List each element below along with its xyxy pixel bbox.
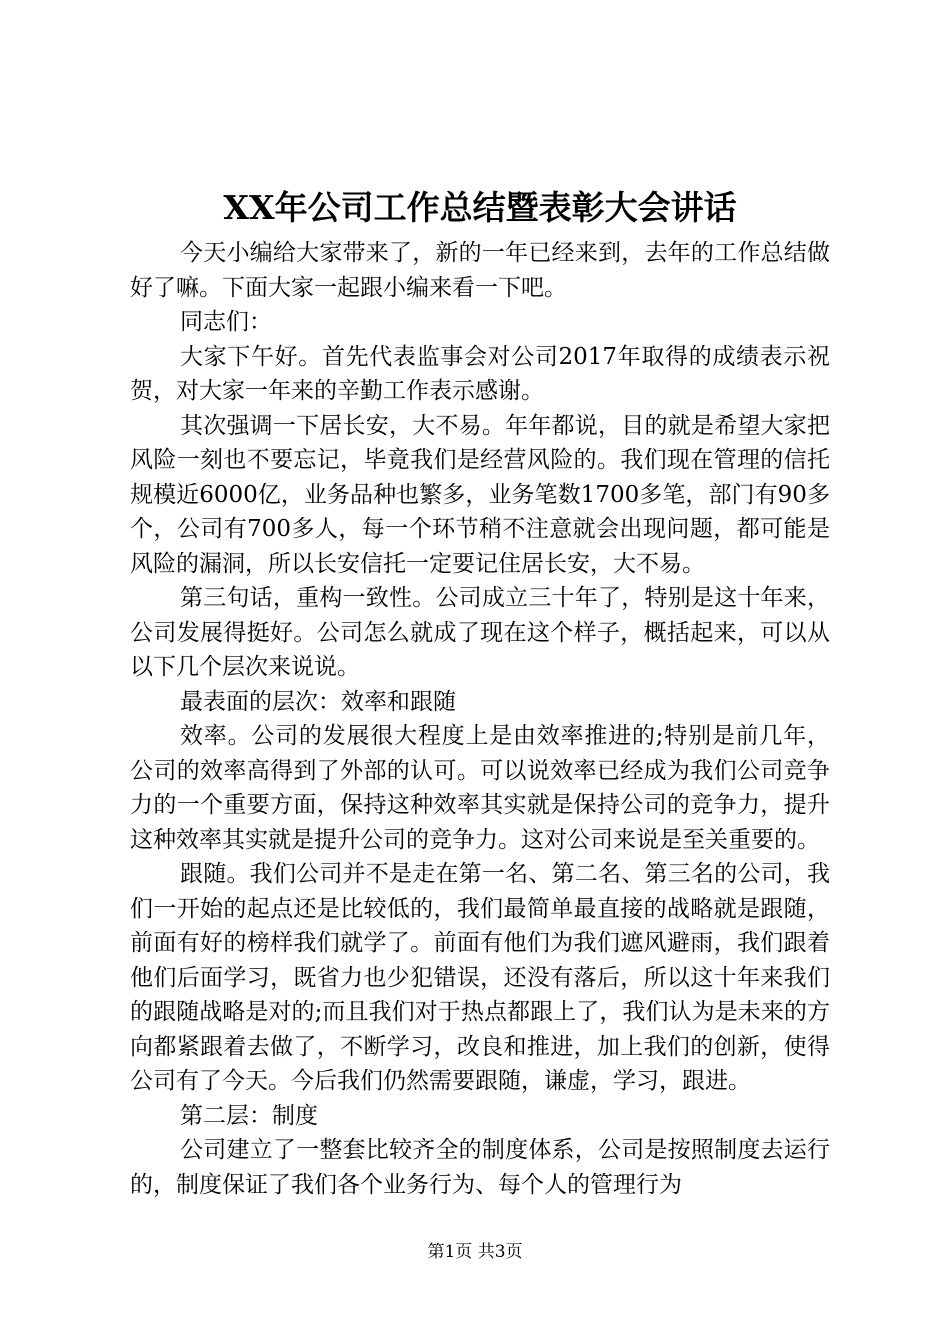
paragraph-efficiency: 效率。公司的发展很大程度上是由效率推进的;特别是前几年，公司的效率高得到了外部的认可。可以说效率已经成为我们公司竞争力的一个重要方面，保持这种效率其实就是保持公司的竞争力，提升这种效率其实就是提升公司的竞争力。这对公司来说是至关重要的。 [130, 723, 830, 853]
document-body [130, 236, 830, 1202]
paragraph-following: 跟随。我们公司并不是走在第一名、第二名、第三名的公司，我们一开始的起点还是比较低的，我们最简单最直接的战略就是跟随，前面有好的榜样我们就学了。前面有他们为我们遮风避雨，我们跟着他们后面学习，既省力也少犯错误，还没有落后，所以这十年来我们的跟随战略是对的;而且我们对于热点都跟上了，我们认为是未来的方向都紧跟着去做了，不断学习，改良和推进，加上我们的创新，使得公司有了今天。今后我们仍然需要跟随，谦虚，学习，跟进。 [130, 861, 830, 1094]
paragraph-intro: 今天小编给大家带来了，新的一年已经来到，去年的工作总结做好了嘛。下面大家一起跟小编来看一下吧。 [130, 240, 830, 301]
paragraph-risk: 其次强调一下居长安，大不易。年年都说，目的就是希望大家把风险一刻也不要忘记，毕竟我们是经营风险的。我们现在管理的信托规模近6000亿，业务品种也繁多，业务笔数1700多笔，部门有90多个，公司有700多人，每一个环节稍不注意就会出现问题，都可能是风险的漏洞，所以长安信托一定要记住居长安，大不易。 [130, 412, 830, 577]
paragraph-level-one-heading: 最表面的层次：效率和跟随 [180, 688, 456, 715]
paragraph-system: 公司建立了一整套比较齐全的制度体系，公司是按照制度去运行的，制度保证了我们各个业务行为、每个人的管理行为 [130, 1137, 830, 1198]
paragraph-salutation: 同志们： [180, 309, 272, 335]
paragraph-consistency: 第三句话，重构一致性。公司成立三十年了，特别是这十年来，公司发展得挺好。公司怎么就成了现在这个样子，概括起来，可以从以下几个层次来说说。 [130, 585, 830, 680]
page-number: 第1页 共3页 [427, 1242, 523, 1262]
document-title: XX年公司工作总结暨表彰大会讲话 [223, 188, 737, 227]
paragraph-level-two-heading: 第二层：制度 [180, 1102, 318, 1129]
paragraph-greeting: 大家下午好。首先代表监事会对公司2017年取得的成绩表示祝贺，对大家一年来的辛勤工作表示感谢。 [130, 343, 830, 404]
